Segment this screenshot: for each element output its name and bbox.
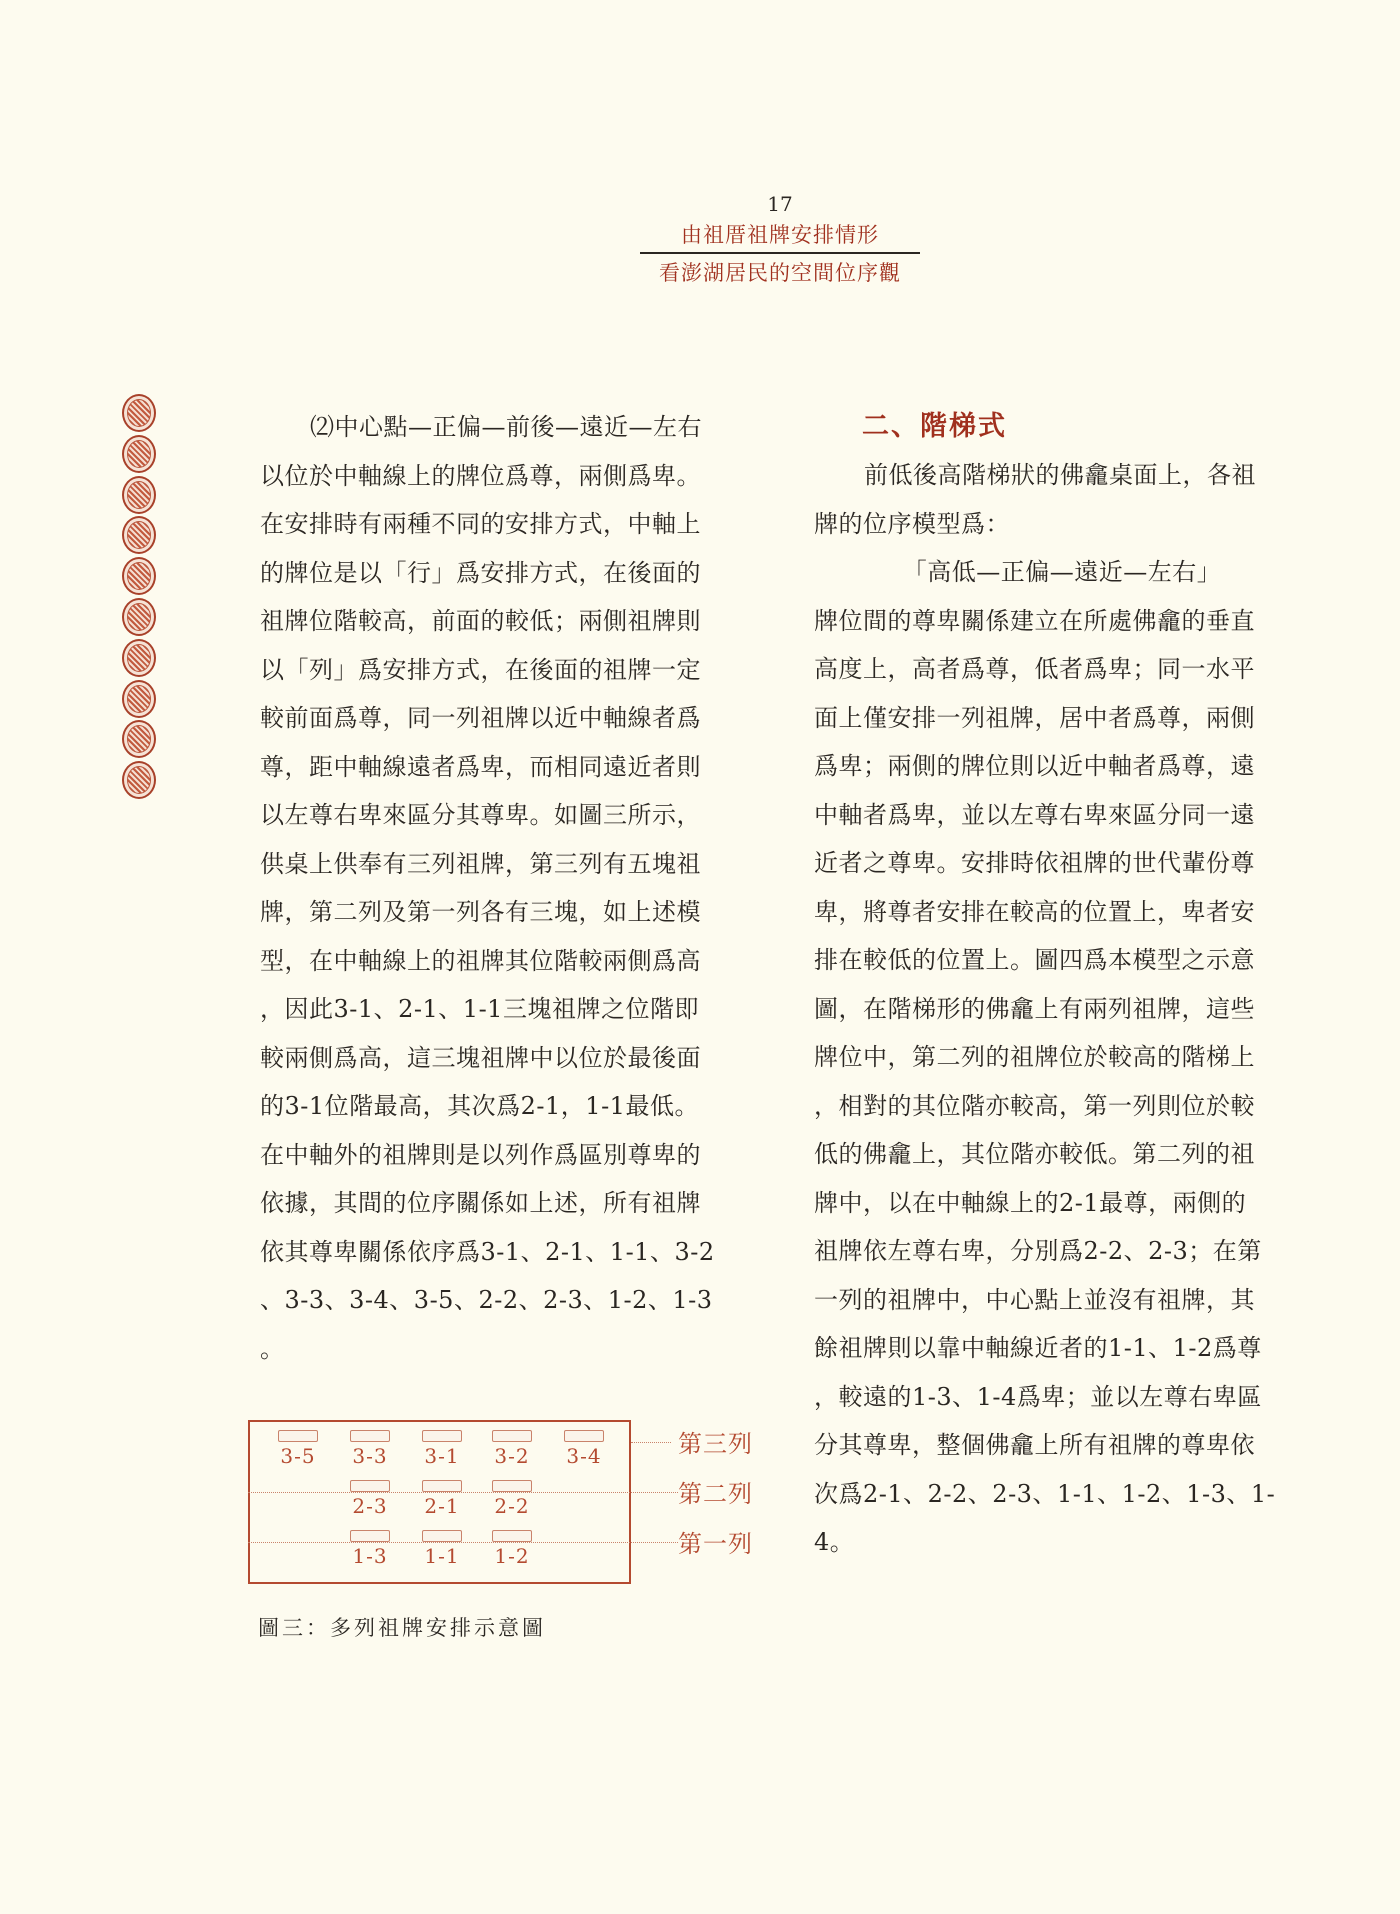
text-line: 圖，在階梯形的佛龕上有兩列祖牌，這些 — [814, 994, 1255, 1023]
text-line: ，相對的其位階亦較高，第一列則位於較 — [814, 1091, 1255, 1120]
text-line: 餘祖牌則以靠中軸線近者的1-1、1-2爲尊 — [814, 1334, 1262, 1362]
text-line: 中軸者爲卑，並以左尊右卑來區分同一遠 — [814, 800, 1255, 829]
text-line: 牌中，以在中軸線上的2-1最尊，兩側的 — [814, 1188, 1247, 1217]
seal-icon — [122, 639, 156, 677]
text-line: 尊，距中軸線遠者爲卑，而相同遠近者則 — [260, 752, 701, 781]
ancestor-tablet: 3-4 — [562, 1430, 606, 1468]
ancestor-tablet: 3-1 — [420, 1430, 464, 1468]
text-line: 在安排時有兩種不同的安排方式，中軸上 — [260, 510, 701, 538]
text-line: 面上僅安排一列祖牌，居中者爲尊，兩側 — [814, 703, 1255, 732]
text-line: 一列的祖牌中，中心點上並沒有祖牌，其 — [814, 1285, 1255, 1314]
text-line: 牌位中，第二列的祖牌位於較高的階梯上 — [814, 1043, 1255, 1071]
seal-icon — [122, 598, 156, 636]
running-title-line1: 由祖厝祖牌安排情形 — [681, 223, 879, 247]
seal-icon — [122, 680, 156, 718]
text-line: 的3-1位階最高，其次爲2-1，1-1最低。 — [260, 1092, 699, 1120]
text-line: 牌的位序模型爲： — [814, 509, 1010, 538]
ancestor-tablet: 3-5 — [276, 1430, 320, 1468]
text-line: 以左尊右卑來區分其尊卑。如圖三所示， — [260, 801, 701, 829]
figure-3-tablet-diagram — [248, 1418, 768, 1588]
text-line: 高度上，高者爲尊，低者爲卑；同一水平 — [814, 655, 1255, 683]
text-line: 低的佛龕上，其位階亦較低。第二列的祖 — [814, 1140, 1255, 1168]
section-heading: 二、階梯式 — [862, 411, 1007, 442]
ancestor-tablet: 2-3 — [348, 1480, 392, 1518]
figure-caption: 圖三：多列祖牌安排示意圖 — [258, 1616, 546, 1640]
text-line: 次爲2-1、2-2、2-3、1-1、1-2、1-3、1- — [814, 1479, 1276, 1508]
ancestor-tablet: 1-3 — [348, 1530, 392, 1568]
seal-icon — [122, 516, 156, 554]
text-line: 前低後高階梯狀的佛龕桌面上，各祖 — [864, 461, 1256, 489]
text-line: 祖牌位階較高，前面的較低；兩側祖牌則 — [260, 607, 701, 635]
ancestor-tablet: 3-3 — [348, 1430, 392, 1468]
left-text-column — [260, 403, 730, 1373]
seal-icon — [122, 435, 156, 473]
page-header — [640, 192, 920, 288]
seal-icon — [122, 394, 156, 432]
text-line: 爲卑；兩側的牌位則以近中軸者爲尊，遠 — [814, 752, 1255, 780]
text-line: 祖牌依左尊右卑，分別爲2-2、2-3；在第 — [814, 1237, 1262, 1265]
ancestor-tablet: 2-2 — [490, 1480, 534, 1518]
ancestor-tablet: 1-2 — [490, 1530, 534, 1568]
ancestor-tablet: 1-1 — [420, 1530, 464, 1568]
seal-icon — [122, 720, 156, 758]
decorative-seal-column — [122, 394, 164, 802]
row-label: 第一列 — [678, 1530, 753, 1558]
text-line: 。 — [260, 1334, 285, 1363]
ancestor-tablet: 3-2 — [490, 1430, 534, 1468]
row-label: 第三列 — [678, 1430, 753, 1458]
text-line: 4。 — [814, 1528, 855, 1556]
model-formula: 「高低—正偏—遠近—左右」 — [902, 558, 1222, 586]
running-title-line2: 看澎湖居民的空間位序觀 — [659, 261, 901, 285]
text-line: 的牌位是以「行」爲安排方式，在後面的 — [260, 558, 701, 587]
text-line: 牌位間的尊卑關係建立在所處佛龕的垂直 — [814, 606, 1255, 635]
seal-icon — [122, 557, 156, 595]
text-line: 在中軸外的祖牌則是以列作爲區別尊卑的 — [260, 1140, 701, 1169]
text-line: ，因此3-1、2-1、1-1三塊祖牌之位階即 — [260, 995, 699, 1023]
text-line: 供桌上供奉有三列祖牌，第三列有五塊祖 — [260, 849, 701, 878]
right-text-column — [814, 403, 1290, 1567]
seal-icon — [122, 761, 156, 799]
text-line: ⑵中心點—正偏—前後—遠近—左右 — [310, 413, 702, 441]
text-line: 以位於中軸線上的牌位爲尊，兩側爲卑。 — [260, 461, 701, 490]
text-line: 依據，其間的位序關係如上述，所有祖牌 — [260, 1189, 701, 1217]
text-line: 卑，將尊者安排在較高的位置上，卑者安 — [814, 897, 1255, 926]
seal-icon — [122, 476, 156, 514]
text-line: 依其尊卑關係依序爲3-1、2-1、1-1、3-2 — [260, 1237, 715, 1266]
text-line: 較兩側爲高，這三塊祖牌中以位於最後面 — [260, 1043, 701, 1072]
text-line: 近者之尊卑。安排時依祖牌的世代輩份尊 — [814, 849, 1255, 877]
title-divider — [640, 252, 920, 254]
text-line: 型，在中軸線上的祖牌其位階較兩側爲高 — [260, 946, 701, 975]
text-line: 以「列」爲安排方式，在後面的祖牌一定 — [260, 655, 701, 684]
ancestor-tablet: 2-1 — [420, 1480, 464, 1518]
text-line: 、3-3、3-4、3-5、2-2、2-3、1-2、1-3 — [260, 1286, 713, 1314]
text-line: 分其尊卑，整個佛龕上所有祖牌的尊卑依 — [814, 1431, 1255, 1459]
page-number: 17 — [767, 192, 793, 216]
text-line: ，較遠的1-3、1-4爲卑；並以左尊右卑區 — [814, 1382, 1262, 1411]
row-leader-line — [631, 1442, 671, 1443]
text-line: 牌，第二列及第一列各有三塊，如上述模 — [260, 898, 701, 926]
text-line: 排在較低的位置上。圖四爲本模型之示意 — [814, 946, 1255, 974]
row-label: 第二列 — [678, 1480, 753, 1508]
text-line: 較前面爲尊，同一列祖牌以近中軸線者爲 — [260, 704, 701, 732]
